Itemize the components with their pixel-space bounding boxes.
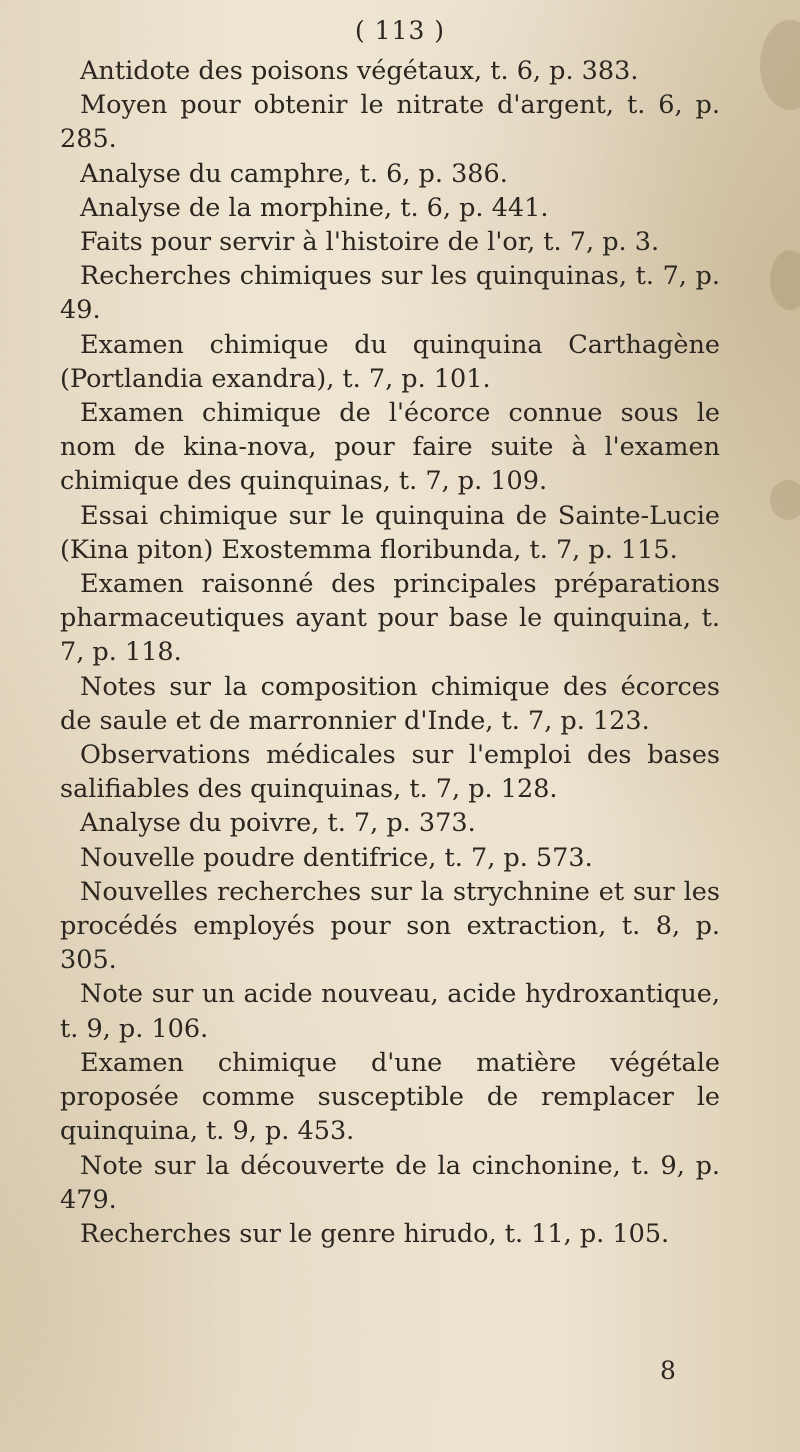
index-entry: Antidote des poisons végétaux, t. 6, p. 383. — [80, 56, 639, 86]
paper-stain — [770, 250, 800, 310]
index-entry: Analyse du poivre, t. 7, p. 373. — [80, 808, 476, 839]
index-entry: Analyse de la morphine, t. 6, p. 441. — [80, 192, 549, 223]
index-entry: Recherches sur le genre hirudo, t. 11, p. 105. — [80, 1218, 670, 1249]
index-entry: Note sur un acide nouveau, acide hydroxantique, t. 9, p. 106. — [60, 979, 720, 1044]
page-header: ( 113 ) — [354, 16, 446, 45]
index-entries — [60, 54, 720, 1251]
index-entry: Notes sur la composition chimique des écorces de saule et de marronnier d'Inde, t. 7, p. 123. — [60, 671, 720, 736]
index-entry: Analyse du camphre, t. 6, p. 386. — [80, 158, 508, 189]
index-entry: Examen chimique d'une matière végétale proposée comme susceptible de remplacer le quinquina, t. 9, p. 453. — [60, 1047, 720, 1147]
catchword: 8 — [660, 1356, 676, 1385]
index-entry: Examen raisonné des principales préparations pharmaceutiques ayant pour base le quinquina, t. 7, p. 118. — [60, 569, 720, 668]
index-entry: Moyen pour obtenir le nitrate d'argent, t. 6, p. 285. — [60, 90, 720, 155]
index-entry: Recherches chimiques sur les quinquinas, t. 7, p. 49. — [60, 261, 720, 326]
index-entry: Examen chimique de l'écorce connue sous le nom de kina-nova, pour faire suite à l'examen chimique des quinquinas, t. 7, p. 109. — [60, 398, 720, 497]
index-entry: Nouvelle poudre dentifrice, t. 7, p. 573. — [80, 842, 593, 873]
index-entry: Nouvelles recherches sur la strychnine et sur les procédés employés pour son extraction, t. 8, p. 305. — [60, 876, 720, 976]
index-entry: Examen chimique du quinquina Carthagène (Portlandia exandra), t. 7, p. 101. — [60, 329, 720, 394]
index-entry: Observations médicales sur l'emploi des bases salifiables des quinquinas, t. 7, p. 128. — [60, 740, 720, 805]
paper-stain — [770, 480, 800, 520]
index-entry: Essai chimique sur le quinquina de Sainte-Lucie (Kina piton) Exostemma floribunda, t. 7, p. 115. — [60, 500, 720, 565]
index-entry: Note sur la découverte de la cinchonine, t. 9, p. 479. — [60, 1150, 720, 1215]
index-entry: Faits pour servir à l'histoire de l'or, t. 7, p. 3. — [80, 227, 660, 258]
